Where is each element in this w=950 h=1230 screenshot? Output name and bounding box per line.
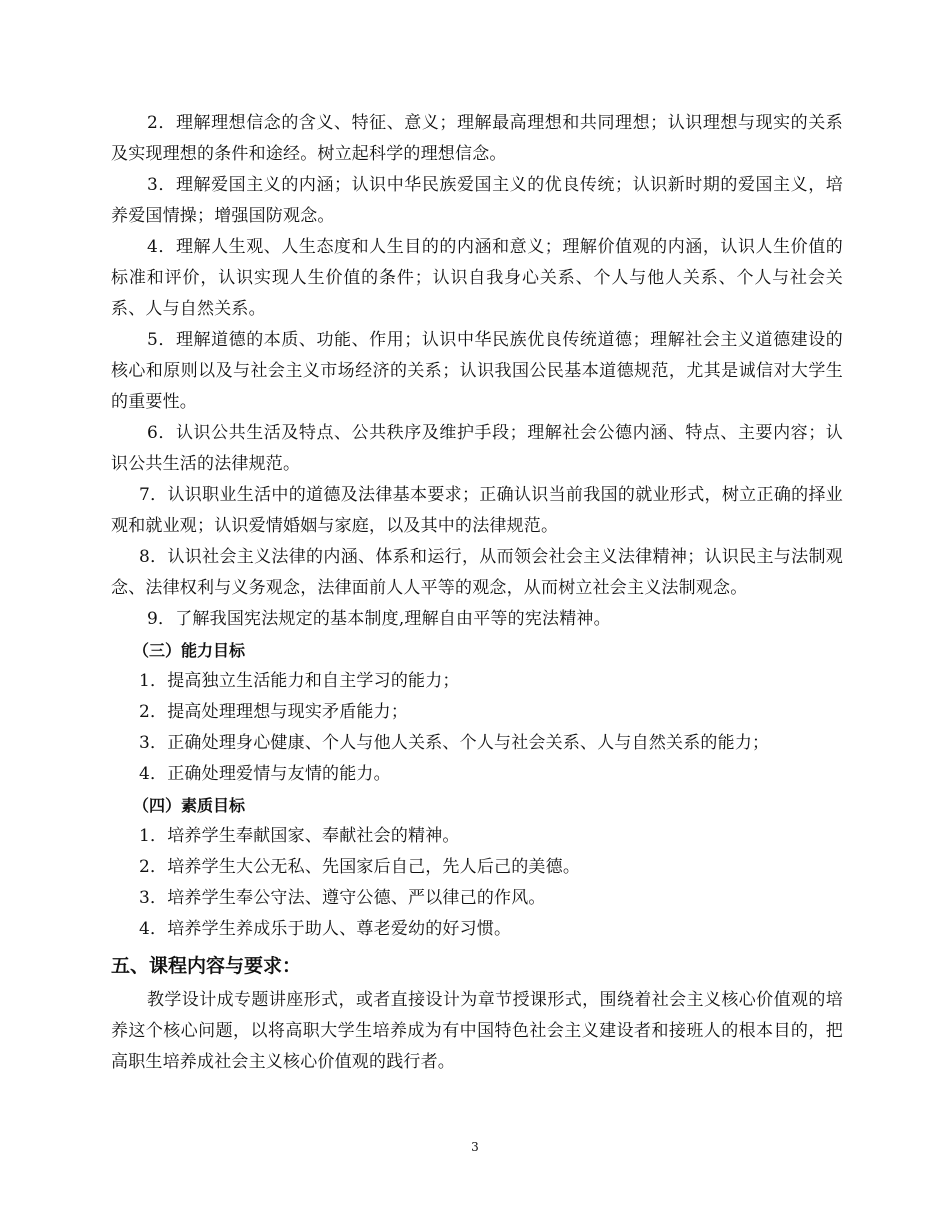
knowledge-item-9: 9．了解我国宪法规定的基本制度,理解自由平等的宪法精神。 — [147, 609, 611, 629]
quality-goals-heading: （四）素质目标 — [133, 796, 246, 815]
quality-item-2: 2．培养学生大公无私、先国家后自己，先人后己的美德。 — [139, 857, 581, 877]
knowledge-item-6: 6．认识公共生活及特点、公共秩序及维护手段；理解社会公德内涵、特点、主要内容；认识公共生活的法律规范。 — [111, 423, 843, 474]
knowledge-item-3: 3．理解爱国主义的内涵；认识中华民族爱国主义的优良传统；认识新时期的爱国主义，培养爱国情操；增强国防观念。 — [111, 175, 843, 226]
quality-item-3: 3．培养学生奉公守法、遵守公德、严以律己的作风。 — [139, 888, 546, 908]
knowledge-item-5: 5．理解道德的本质、功能、作用；认识中华民族优良传统道德；理解社会主义道德建设的核心和原则以及与社会主义市场经济的关系；认识我国公民基本道德规范，尤其是诚信对大学生的重要性。 — [111, 330, 843, 412]
knowledge-item-2: 2．理解理想信念的含义、特征、意义；理解最高理想和共同理想；认识理想与现实的关系及实现理想的条件和途经。树立起科学的理想信念。 — [111, 113, 843, 164]
knowledge-item-8: 8．认识社会主义法律的内涵、体系和运行，从而领会社会主义法律精神；认识民主与法制观念、法律权利与义务观念，法律面前人人平等的观念，从而树立社会主义法制观念。 — [111, 547, 843, 598]
knowledge-item-4: 4．理解人生观、人生态度和人生目的的内涵和意义；理解价值观的内涵，认识人生价值的标准和评价，认识实现人生价值的条件；认识自我身心关系、个人与他人关系、个人与社会关系、人与自然关系。 — [111, 237, 843, 319]
quality-item-1: 1．培养学生奉献国家、奉献社会的精神。 — [139, 826, 460, 846]
ability-goals-heading: （三）能力目标 — [133, 641, 246, 660]
quality-item-4: 4．培养学生养成乐于助人、尊老爱幼的好习惯。 — [139, 919, 512, 939]
ability-item-1: 1．提高独立生活能力和自主学习的能力； — [139, 671, 460, 691]
ability-item-4: 4．正确处理爱情与友情的能力。 — [139, 764, 391, 784]
section-5-body: 教学设计成专题讲座形式，或者直接设计为章节授课形式，围绕着社会主义核心价值观的培养这个核心问题，以将高职大学生培养成为有中国特色社会主义建设者和接班人的根本目的，把高职生培养成社会主义核心价值观的践行者。 — [111, 990, 843, 1072]
page-number: 3 — [471, 1140, 479, 1154]
knowledge-item-7: 7．认识职业生活中的道德及法律基本要求；正确认识当前我国的就业形式，树立正确的择业观和就业观；认识爱情婚姻与家庭，以及其中的法律规范。 — [111, 485, 843, 536]
section-5-heading: 五、课程内容与要求： — [111, 955, 302, 977]
ability-item-3: 3．正确处理身心健康、个人与他人关系、个人与社会关系、人与自然关系的能力； — [139, 733, 770, 753]
ability-item-2: 2．提高处理理想与现实矛盾能力； — [139, 702, 409, 722]
page-content — [111, 108, 843, 1078]
